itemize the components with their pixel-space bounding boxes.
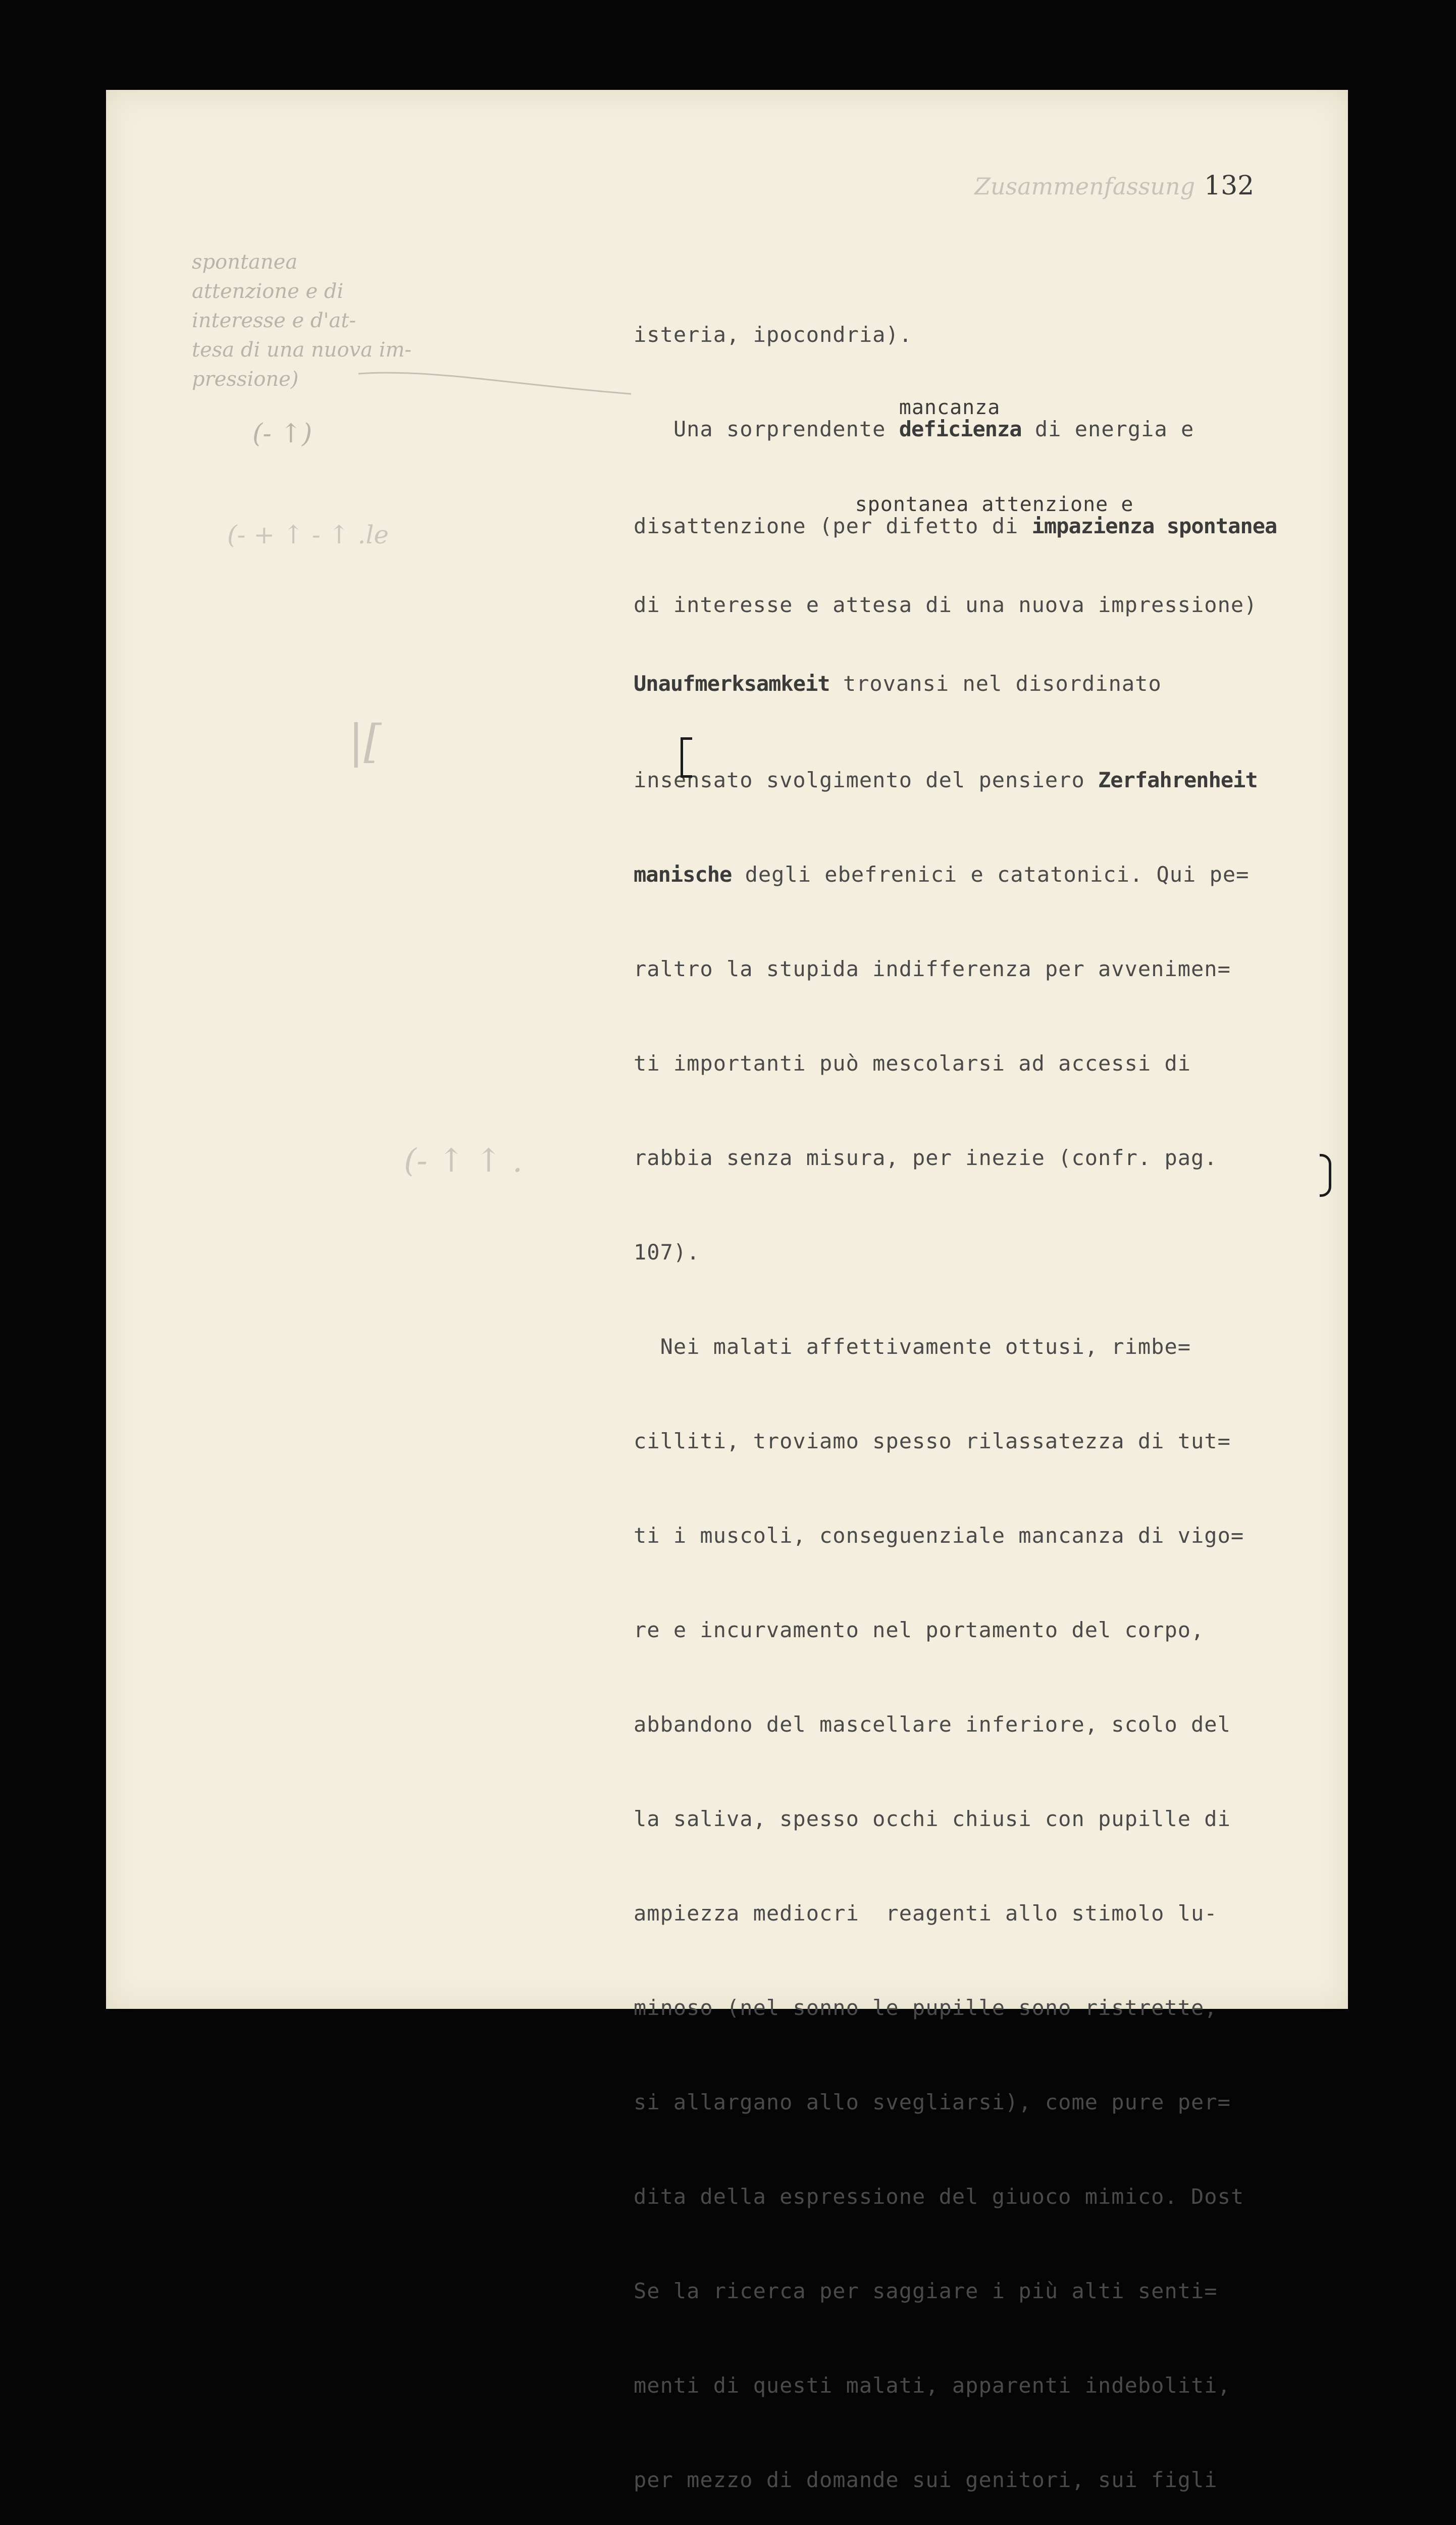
text-line: per mezzo di domande sui genitori, sui figli [634,2467,1218,2492]
open-bracket-mark [681,737,692,778]
text-line: Nei malati affettivamente ottusi, rimbe= [634,1334,1191,1359]
struck-word: Zerfahrenheit [1098,768,1258,792]
text-line: ampiezza mediocri reagenti allo stimolo lu- [634,1901,1218,1926]
text-line: di interesse e attesa di una nuova impressione) [634,592,1258,617]
struck-word: manische [634,862,732,887]
text-line: Una sorprendente mancanza deficienza di energia e [634,396,1194,441]
pencil-stroke [353,354,636,399]
text-line: rabbia senza misura, per inezie (confr. pag. [634,1145,1218,1170]
text-line: Unaufmerksamkeit trovansi nel disordinato [634,671,1162,696]
typed-body-text [634,263,1340,2525]
margin-note-bracket: (- ↑) [252,419,313,449]
text-line: abbandono del mascellare inferiore, scolo del [634,1712,1231,1737]
margin-note-line: interesse e d'at- [192,309,356,332]
text-line: menti di questi malati, apparenti indeboliti, [634,2373,1231,2398]
margin-note-line: tesa di una nuova im- [192,338,412,362]
text-line: raltro la stupida indifferenza per avvenimen= [634,956,1231,981]
text-line: re e incurvamento nel portamento del corpo, [634,1618,1205,1642]
text-line: 107). [634,1240,700,1265]
insertion: mancanza [899,396,1001,419]
margin-note-mid: (- + ↑ - ↑ .le [227,520,389,549]
margin-marker: (- ↑ ↑ . [404,1142,523,1180]
margin-note-line: attenzione e di [192,280,344,303]
text-line: manische degli ebefrenici e catatonici. Qui pe= [634,862,1250,887]
text-line: cilliti, troviamo spesso rilassatezza di tut= [634,1429,1231,1453]
struck-word: deficienza [899,417,1022,441]
text-line: Se la ricerca per saggiare i più alti senti= [634,2279,1218,2303]
page-number: 132 [1204,171,1255,201]
text-line: insensato svolgimento del pensiero Zerfahrenheit [634,768,1258,792]
margin-marker: |[ [348,715,382,768]
text-line: ti importanti può mescolarsi ad accessi di [634,1051,1191,1076]
insertion: spontanea attenzione e [855,493,1134,516]
text-line: si allargano allo svegliarsi), come pure per= [634,2090,1231,2114]
close-bracket-mark [1320,1154,1331,1197]
margin-note-line: pressione) [192,368,299,391]
struck-word: impazienza spontanea [1031,514,1277,538]
text-line: minoso (nel sonno le pupille sono ristrette, [634,1995,1218,2020]
margin-note-line: spontanea [192,250,298,274]
margin-note-top-right: Zusammenfassung [974,173,1195,200]
text-line: disattenzione (per difetto di spontanea attenzione e impazienza spontanea [634,493,1277,538]
text-line: ti i muscoli, conseguenziale mancanza di vigo= [634,1523,1244,1548]
text-line: dita della espressione del giuoco mimico. Dost [634,2184,1244,2209]
struck-word: Unaufmerksamkeit [634,671,830,696]
text-line: la saliva, spesso occhi chiusi con pupille di [634,1806,1231,1831]
text-line: isteria, ipocondria). [634,322,913,347]
